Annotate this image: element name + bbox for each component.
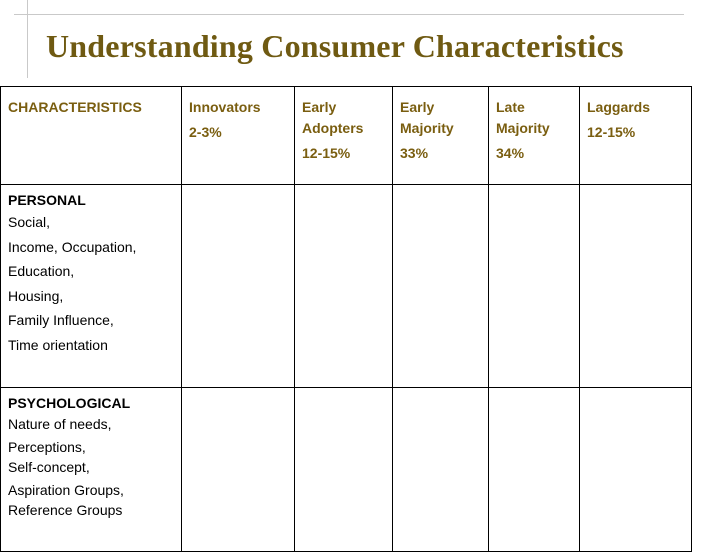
row-item: Income, Occupation, bbox=[8, 238, 137, 255]
empty-cell bbox=[580, 185, 692, 388]
characteristics-table bbox=[0, 86, 692, 552]
row-heading: PSYCHOLOGICAL bbox=[8, 395, 131, 411]
row-item: Perceptions, bbox=[8, 439, 86, 455]
empty-cell bbox=[295, 185, 393, 388]
row-item: Reference Groups bbox=[8, 502, 123, 518]
column-name: Adopters bbox=[302, 120, 364, 136]
header-cell-laggards bbox=[580, 87, 692, 185]
row-item: Education, bbox=[8, 263, 75, 279]
row-label-cell bbox=[1, 185, 182, 388]
row-item: Time orientation bbox=[8, 336, 108, 353]
empty-cell bbox=[393, 388, 489, 552]
column-name: Early bbox=[400, 99, 435, 115]
column-name: Late bbox=[496, 99, 525, 115]
empty-cell bbox=[580, 388, 692, 552]
empty-cell bbox=[489, 388, 580, 552]
header-cell-early-majority bbox=[393, 87, 489, 185]
column-name: Early bbox=[302, 99, 337, 115]
empty-cell bbox=[182, 388, 295, 552]
empty-cell bbox=[295, 388, 393, 552]
column-name: Majority bbox=[496, 120, 550, 136]
row-item: Nature of needs, bbox=[8, 416, 112, 432]
column-name: Majority bbox=[400, 120, 454, 136]
empty-cell bbox=[393, 185, 489, 388]
column-percent: 33% bbox=[400, 145, 429, 161]
header-cell-innovators bbox=[182, 87, 295, 185]
row-heading: PERSONAL bbox=[8, 192, 86, 208]
row-item: Social, bbox=[8, 214, 51, 230]
header-cell-characteristics bbox=[1, 87, 182, 185]
table-row-psychological bbox=[1, 388, 692, 552]
row-item: Family Influence, bbox=[8, 312, 114, 328]
table-row-personal bbox=[1, 185, 692, 388]
frame-line-horizontal bbox=[14, 14, 684, 15]
column-percent: 12-15% bbox=[302, 145, 351, 161]
column-percent: 12-15% bbox=[587, 124, 636, 140]
row-item: Aspiration Groups, bbox=[8, 482, 124, 498]
column-percent: 34% bbox=[496, 145, 525, 161]
column-percent: 2-3% bbox=[189, 124, 222, 140]
column-name: Laggards bbox=[587, 99, 651, 115]
header-label: CHARACTERISTICS bbox=[8, 99, 142, 115]
row-label-cell bbox=[1, 388, 182, 552]
table-header-row bbox=[1, 87, 692, 185]
frame-line-vertical bbox=[27, 0, 28, 78]
slide-title: Understanding Consumer Characteristics bbox=[46, 28, 624, 64]
row-item: Self-concept, bbox=[8, 459, 90, 475]
column-name: Innovators bbox=[189, 99, 261, 115]
header-cell-late-majority bbox=[489, 87, 580, 185]
empty-cell bbox=[489, 185, 580, 388]
row-item: Housing, bbox=[8, 287, 64, 304]
empty-cell bbox=[182, 185, 295, 388]
header-cell-early-adopters bbox=[295, 87, 393, 185]
